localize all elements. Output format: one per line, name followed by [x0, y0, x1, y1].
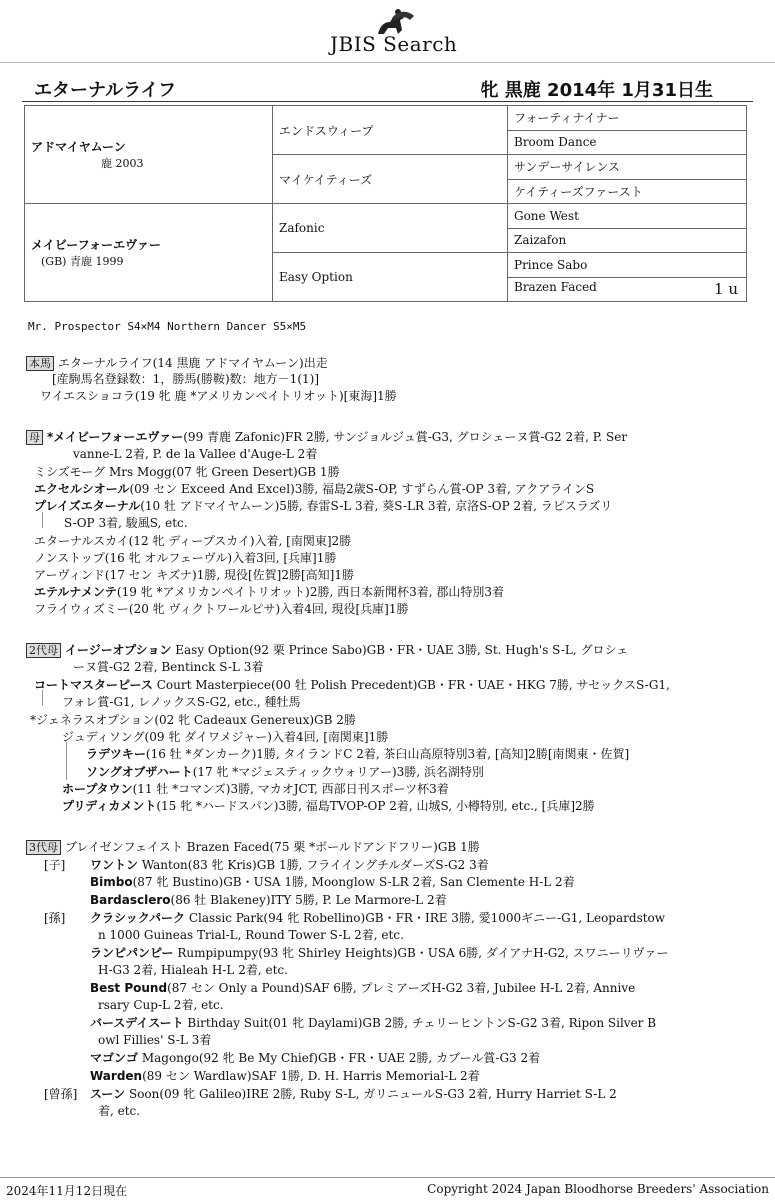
- record-line: [34, 463, 340, 480]
- horse-name: エターナルライフ: [34, 80, 177, 101]
- horse-name-link[interactable]: プリディカメント: [62, 799, 157, 813]
- record-text: ーヌ賞-G2 2着, Bentinck S-L 3着: [73, 660, 264, 674]
- inbreeding-note: Mr. Prospector S4×M4 Northern Dancer S5×M5: [28, 320, 307, 333]
- record-line: [86, 745, 629, 762]
- logo-wordmark: JBIS Search: [330, 32, 458, 56]
- record-line: [34, 480, 594, 497]
- record-text: ワイエスショコラ(19 牝 鹿 *アメリカンペイトリオット)[東海]1勝: [40, 389, 397, 403]
- record-line: [90, 944, 669, 961]
- footer-divider: [0, 1177, 775, 1178]
- g3-cell[interactable]: フォーティナイナー: [508, 106, 747, 131]
- horse-name-link[interactable]: ワントン: [90, 858, 139, 872]
- record-text: Easy Option(92 栗 Prince Sabo)GB・FR・UAE 3勝, St. Hugh's S-L, グロシェ: [171, 643, 629, 657]
- g3-cell[interactable]: Gone West: [508, 204, 747, 229]
- record-line: [30, 711, 356, 728]
- g3-cell[interactable]: Zaizafon: [508, 228, 747, 253]
- horse-name-link[interactable]: エテルナメンテ: [34, 585, 117, 599]
- tree-connector: [42, 512, 43, 528]
- record-text: 着, etc.: [98, 1104, 141, 1118]
- record-line: [73, 445, 317, 462]
- g3-cell[interactable]: サンデーサイレンス: [508, 155, 747, 180]
- record-text: アーヴィンド(17 セン キズナ)1勝, 現役[佐賀]2勝[高知]1勝: [34, 568, 354, 582]
- record-text: [産駒馬名登録数：1，勝馬(勝鞍)数：地方－1(1)]: [52, 372, 319, 386]
- header-divider: [0, 62, 775, 63]
- record-text: ミシズモーグ Mrs Mogg(07 牝 Green Desert)GB 1勝: [34, 465, 340, 479]
- record-text: フライウィズミー(20 牝 ヴィクトワールピサ)入着4回, 現役[兵庫]1勝: [34, 602, 409, 616]
- section-tag: 2代母: [26, 643, 61, 658]
- record-text: Classic Park(94 牝 Robellino)GB・FR・IRE 3勝, 愛1000ギニー-G1, Leopardstow: [185, 911, 666, 925]
- record-line: [34, 497, 612, 514]
- record-text: owl Fillies' S-L 3着: [98, 1033, 212, 1047]
- generation-label: [孫]: [44, 911, 66, 925]
- horse-name-link[interactable]: *メイビーフォーエヴァー: [47, 430, 184, 444]
- record-text: Soon(09 牝 Galileo)IRE 2勝, Ruby S-L, ガリニュールS-G3 2着, Hurry Harriet S-L 2: [125, 1087, 617, 1101]
- record-text: Court Masterpiece(00 牡 Polish Precedent)GB・FR・UAE・HKG 7勝, サセックスS-G1,: [152, 678, 670, 692]
- horse-name-link[interactable]: Bardasclero: [90, 893, 171, 907]
- record-line: [34, 532, 351, 549]
- record-line: [26, 641, 628, 658]
- record-text: フォレ賞-G1, レノックスS-G2, etc., 種牡馬: [62, 695, 301, 709]
- record-text: *ジェネラスオプション(02 牝 Cadeaux Genereux)GB 2勝: [30, 713, 356, 727]
- record-line: [62, 780, 449, 797]
- record-text: ブレイゼンフェイスト Brazen Faced(75 栗 *ボールドアンドフリー)GB 1勝: [65, 840, 480, 854]
- sire-dam-cell[interactable]: マイケイティーズ: [273, 155, 508, 204]
- record-text: Magongo(92 牝 Be My Chief)GB・FR・UAE 2勝, カブール賞-G3 2着: [138, 1051, 541, 1065]
- record-line: [62, 728, 388, 745]
- g3-cell[interactable]: [508, 277, 747, 302]
- horse-name-link[interactable]: Best Pound: [90, 981, 168, 995]
- record-line: [73, 658, 263, 675]
- record-text: (16 牡 *ダンカーク)1勝, タイランドC 2着, 茶臼山高原特別3着, [高知]2勝[南関東・佐賀]: [145, 747, 630, 761]
- record-line: [64, 514, 188, 531]
- horse-name-link[interactable]: スーン: [90, 1087, 126, 1101]
- dam-sire-cell[interactable]: Zafonic: [273, 204, 508, 253]
- record-line: [34, 549, 336, 566]
- record-line: [62, 797, 595, 814]
- horse-name-link[interactable]: Warden: [90, 1069, 143, 1083]
- record-line: [34, 676, 670, 693]
- record-line: [86, 763, 484, 780]
- dam-name: メイビーフォーエヴァー: [31, 238, 161, 252]
- g3-cell[interactable]: Broom Dance: [508, 130, 747, 155]
- dam-cell[interactable]: [25, 204, 273, 302]
- horse-name-link[interactable]: ホープタウン: [62, 782, 133, 796]
- record-text: rsary Cup-L 2着, etc.: [98, 998, 224, 1012]
- record-line: [52, 370, 319, 387]
- record-line: [98, 926, 404, 943]
- dam-dam-cell[interactable]: Easy Option: [273, 253, 508, 302]
- sire-details: 鹿 2003: [101, 157, 144, 170]
- horse-name-link[interactable]: バースデイスート: [90, 1016, 184, 1030]
- family-number: 1 u: [714, 280, 738, 299]
- record-text: ノンストップ(16 牝 オルフェーヴル)入着3回, [兵庫]1勝: [34, 551, 337, 565]
- record-text: (89 セン Wardlaw)SAF 1勝, D. H. Harris Memorial-L 2着: [142, 1069, 480, 1083]
- record-text: エターナルスカイ(12 牝 ディープスカイ)入着, [南関東]2勝: [34, 534, 352, 548]
- horse-name-link[interactable]: マゴンゴ: [90, 1051, 139, 1065]
- record-text: n 1000 Guineas Trial-L, Round Tower S-L 2着, etc.: [98, 928, 404, 942]
- record-line: [98, 1102, 140, 1119]
- sire-cell[interactable]: [25, 106, 273, 204]
- tree-connector: [66, 742, 67, 780]
- horse-name-link[interactable]: エクセルシオール: [34, 482, 130, 496]
- record-line: [44, 909, 665, 926]
- record-line: [90, 979, 635, 996]
- g3-cell[interactable]: ケイティーズファースト: [508, 179, 747, 204]
- record-text: Rumpipumpy(93 牝 Shirley Heights)GB・USA 6勝, ダイアナH-G2, スワニーリヴァー: [173, 946, 669, 960]
- dam-details: (GB) 青鹿 1999: [41, 255, 124, 268]
- title-underline: [22, 101, 753, 102]
- g3-name: Brazen Faced: [514, 280, 597, 295]
- horse-name-link[interactable]: Bimbo: [90, 875, 133, 889]
- record-text: (10 牡 アドマイヤムーン)5勝, 春雷S-L 3着, 葵S-LR 3着, 京洛S-OP 2着, ラピスラズリ: [140, 499, 613, 513]
- record-text: (87 セン Only a Pound)SAF 6勝, プレミアーズH-G2 3着, Jubilee H-L 2着, Annive: [167, 981, 636, 995]
- record-text: (11 牡 *コマンズ)3勝, マカオJCT, 西部日刊スポーツ杯3着: [132, 782, 449, 796]
- generation-label: [曾孫]: [44, 1087, 78, 1101]
- record-line: [98, 1031, 211, 1048]
- horse-name-link[interactable]: ランピパンピー: [90, 946, 174, 960]
- footer-copyright: Copyright 2024 Japan Bloodhorse Breeders' Association: [427, 1182, 769, 1196]
- g3-cell[interactable]: Prince Sabo: [508, 253, 747, 278]
- horse-name-link[interactable]: ソングオブザハート: [86, 765, 193, 779]
- record-text: (86 牡 Blakeney)ITY 5勝, P. Le Marmore-L 2着: [170, 893, 447, 907]
- record-text: S-OP 3着, 駿風S, etc.: [64, 516, 188, 530]
- record-line: [34, 566, 354, 583]
- record-line: [26, 354, 328, 371]
- record-line: [44, 1085, 617, 1102]
- record-text: (99 青鹿 Zafonic)FR 2勝, サンジョルジュ賞-G3, グロシェーヌ賞-G2 2着, P. Ser: [183, 430, 628, 444]
- record-text: H-G3 2着, Hialeah H-L 2着, etc.: [98, 963, 288, 977]
- horse-name-link[interactable]: イージーオプション: [65, 643, 172, 657]
- record-line: [40, 387, 397, 404]
- record-line: [90, 891, 447, 908]
- record-text: (15 牝 *ハードスパン)3勝, 福島TVOP-OP 2着, 山城S, 小樽特別, etc., [兵庫]2勝: [156, 799, 595, 813]
- section-tag: 本馬: [26, 356, 54, 371]
- record-line: [98, 996, 224, 1013]
- record-text: エターナルライフ(14 黒鹿 アドマイヤムーン)出走: [58, 356, 328, 370]
- horse-name-link[interactable]: コートマスターピース: [34, 678, 153, 692]
- horse-header: [34, 76, 747, 102]
- record-line: [26, 838, 480, 855]
- horse-name-link[interactable]: クラシックパーク: [90, 911, 186, 925]
- tree-connector: [42, 690, 43, 706]
- record-line: [34, 583, 504, 600]
- sire-sire-cell[interactable]: エンドスウィープ: [273, 106, 508, 155]
- record-text: Wanton(83 牝 Kris)GB 1勝, フライイングチルダーズS-G2 3着: [138, 858, 489, 872]
- horse-name-link[interactable]: プレイズエターナル: [34, 499, 141, 513]
- horse-info: 牝 黒鹿 2014年 1月31日生: [480, 80, 713, 101]
- record-line: [90, 873, 575, 890]
- section-tag: 母: [26, 430, 43, 445]
- record-line: [62, 693, 301, 710]
- record-line: [98, 961, 288, 978]
- record-line: [90, 1049, 540, 1066]
- record-text: (19 牝 *アメリカンペイトリオット)2勝, 西日本新聞杯3着, 郡山特別3着: [116, 585, 505, 599]
- record-text: (87 牝 Bustino)GB・USA 1勝, Moonglow S-LR 2着, San Clemente H-L 2着: [132, 875, 575, 889]
- record-line: [26, 428, 627, 445]
- generation-label: [子]: [44, 858, 66, 872]
- record-text: vanne-L 2着, P. de la Vallee d'Auge-L 2着: [73, 447, 318, 461]
- record-line: [34, 600, 409, 617]
- record-text: (17 牝 *マジェスティックウォリアー)3勝, 浜名湖特別: [192, 765, 484, 779]
- sire-name: アドマイヤムーン: [31, 140, 126, 154]
- record-line: [44, 856, 489, 873]
- footer-date: 2024年11月12日現在: [6, 1184, 128, 1198]
- record-text: Birthday Suit(01 牝 Daylami)GB 2勝, チェリーヒントンS-G2 3着, Ripon Silver B: [183, 1016, 657, 1030]
- record-line: [90, 1067, 480, 1084]
- horse-name-link[interactable]: ラデツキー: [86, 747, 146, 761]
- record-text: (09 セン Exceed And Excel)3勝, 福島2歳S-OP, すずらん賞-OP 3着, アクアラインS: [129, 482, 595, 496]
- pedigree-table: [24, 105, 747, 302]
- record-line: [90, 1014, 656, 1031]
- section-tag: 3代母: [26, 840, 61, 855]
- jbis-logo[interactable]: [330, 8, 460, 54]
- record-text: ジュディソング(09 牝 ダイワメジャー)入着4回, [南関東]1勝: [62, 730, 389, 744]
